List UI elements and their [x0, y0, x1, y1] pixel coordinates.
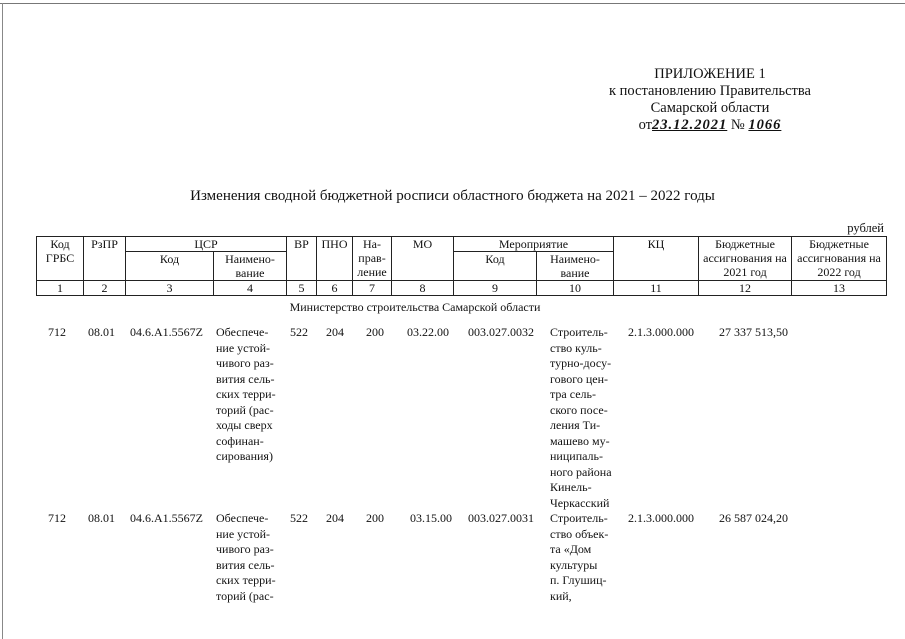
- cell-napravlenie: 200: [366, 325, 384, 339]
- column-number: 12: [699, 281, 792, 296]
- cell-csr-code: 04.6.A1.5567Z: [130, 511, 203, 525]
- page-left-border: [2, 3, 3, 639]
- date-prefix: от: [638, 117, 653, 133]
- column-number: 5: [287, 281, 317, 296]
- cell-grbs: 712: [48, 511, 66, 525]
- header-budget-2022: Бюджетные ассигнования на 2022 год: [792, 237, 887, 281]
- column-number: 4: [214, 281, 287, 296]
- cell-csr-code: 04.6.A1.5567Z: [130, 325, 203, 339]
- decree-number: 1066: [748, 117, 782, 133]
- column-number: 13: [792, 281, 887, 296]
- cell-meropr-code: 003.027.0031: [468, 511, 534, 525]
- column-number: 8: [392, 281, 454, 296]
- cell-meropr-code: 003.027.0032: [468, 325, 534, 339]
- appendix-title: ПРИЛОЖЕНИЕ 1: [654, 66, 766, 82]
- number-sign: №: [730, 117, 745, 133]
- header-meropr-kod: Код: [454, 252, 537, 281]
- cell-budget-2021: 26 587 024,20: [719, 511, 788, 525]
- header-mo: МО: [392, 237, 454, 281]
- column-number: 9: [454, 281, 537, 296]
- header-csr-kod: Код: [126, 252, 214, 281]
- ministry-group-label: Министерство строительства Самарской области: [289, 300, 541, 314]
- header-kod-grbs: Код ГРБС: [37, 237, 84, 281]
- cell-vr: 522: [290, 511, 308, 525]
- header-kc: КЦ: [614, 237, 699, 281]
- cell-budget-2021: 27 337 513,50: [719, 325, 788, 339]
- cell-grbs: 712: [48, 325, 66, 339]
- cell-napravlenie: 200: [366, 511, 384, 525]
- header-budget-2021: Бюджетные ассигнования на 2021 год: [699, 237, 792, 281]
- cell-meropr-name: Строитель- ство объек- та «Дом культуры п. Глушиц- кий,: [550, 511, 609, 603]
- decree-date: 23.12.2021: [652, 117, 728, 133]
- cell-pno: 204: [326, 511, 344, 525]
- cell-csr-name: Обеспече- ние устой- чивого раз- вития сель- ских терри- торий (рас- ходы сверх софинан- сирования): [216, 325, 276, 463]
- appendix-decree-line: к постановлению Правительства: [609, 83, 811, 99]
- cell-mo: 03.22.00: [407, 325, 449, 339]
- header-napravlenie: На- прав- ление: [353, 237, 392, 281]
- header-rzpr: РзПР: [84, 237, 126, 281]
- table-header: [36, 236, 886, 296]
- header-meropr-name: Наимено- вание: [537, 252, 614, 281]
- cell-kc: 2.1.3.000.000: [628, 511, 694, 525]
- cell-mo: 03.15.00: [410, 511, 452, 525]
- header-csr-name: Наимено- вание: [214, 252, 287, 281]
- header-csr: ЦСР: [126, 237, 287, 252]
- appendix-region-line: Самарской области: [650, 100, 770, 116]
- header-meropriyatie: Мероприятие: [454, 237, 614, 252]
- header-vr: ВР: [287, 237, 317, 281]
- cell-rzpr: 08.01: [88, 511, 115, 525]
- column-number: 2: [84, 281, 126, 296]
- units-label: рублей: [847, 221, 884, 235]
- column-number: 11: [614, 281, 699, 296]
- cell-csr-name: Обеспече- ние устой- чивого раз- вития сель- ских терри- торий (рас-: [216, 511, 276, 603]
- column-number: 10: [537, 281, 614, 296]
- column-number: 1: [37, 281, 84, 296]
- cell-kc: 2.1.3.000.000: [628, 325, 694, 339]
- cell-meropr-name: Строитель- ство куль- турно-досу- гового цен- тра сель- ского посе- ления Ти- машево му- ниципаль- ного района Кинель- Черкасский: [550, 325, 612, 510]
- appendix-block: [560, 66, 860, 134]
- column-number: 3: [126, 281, 214, 296]
- column-number: 6: [317, 281, 353, 296]
- page-top-border: [0, 3, 905, 4]
- cell-vr: 522: [290, 325, 308, 339]
- appendix-date-line: [560, 117, 860, 134]
- cell-rzpr: 08.01: [88, 325, 115, 339]
- column-number: 7: [353, 281, 392, 296]
- header-pno: ПНО: [317, 237, 353, 281]
- document-title: Изменения сводной бюджетной росписи областного бюджета на 2021 – 2022 годы: [190, 188, 715, 204]
- cell-pno: 204: [326, 325, 344, 339]
